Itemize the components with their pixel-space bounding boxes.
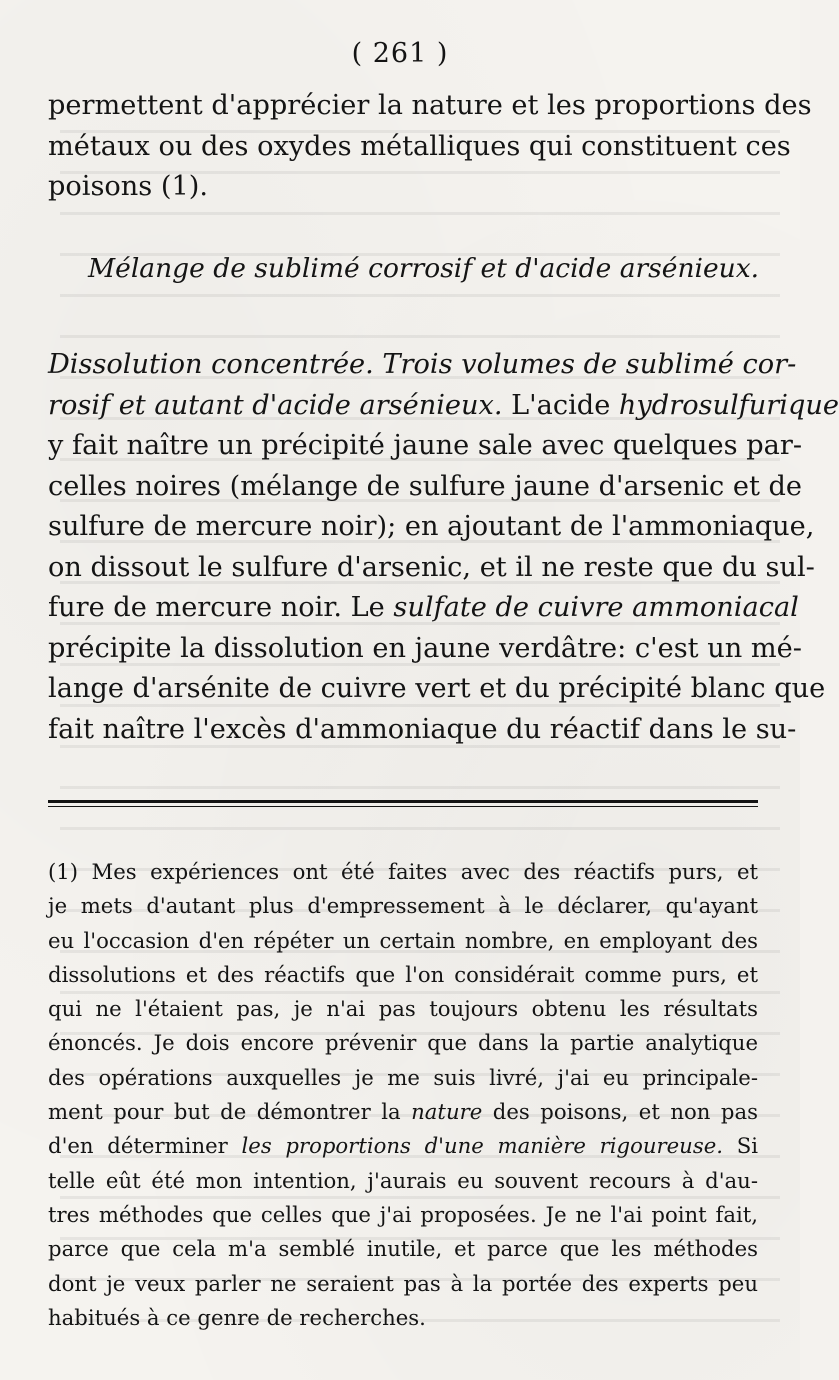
- intro-line: métaux ou des oxydes métalliques qui constituent ces: [48, 130, 791, 162]
- paragraph-line: [48, 669, 826, 710]
- intro-line: poisons (1).: [48, 171, 209, 202]
- footnote-line: [48, 1095, 758, 1129]
- paragraph-line: [48, 386, 839, 427]
- italic-text: les proportions d'une manière rigoureuse.: [241, 1133, 723, 1159]
- section-title: Mélange de sublimé corrosif et d'acide arsénieux.: [88, 253, 760, 284]
- footnote-rule: [48, 800, 758, 803]
- footnote-line: [48, 1026, 758, 1060]
- text-run: L'acide: [502, 389, 619, 421]
- footnote-line: [48, 1164, 758, 1198]
- footnote-line: [48, 855, 758, 889]
- text-run: dont je veux parler ne seraient pas à la portée des experts peu: [48, 1270, 758, 1296]
- text-run: (1) Mes expériences ont été faites avec des réactifs purs, et: [48, 859, 758, 884]
- text-run: parce que cela m'a semblé inutile, et parce que les méthodes: [48, 1236, 758, 1262]
- text-run: tres méthodes que celles que j'ai proposées. Je ne l'ai point fait,: [48, 1201, 758, 1227]
- paragraph-line: [48, 345, 797, 386]
- footnote-line: [48, 889, 758, 923]
- text-run: on dissout le sulfure d'arsenic, et il ne reste que du sul-: [48, 551, 815, 583]
- text-run: habitués à ce genre de recherches.: [48, 1304, 426, 1330]
- text-run: sulfure de mercure noir); en ajoutant de l'ammoniaque,: [48, 511, 815, 542]
- paragraph-line: [48, 710, 797, 751]
- footnote-line: [48, 1129, 758, 1163]
- italic-text: nature: [411, 1099, 483, 1125]
- text-run: je mets d'autant plus d'empressement à le déclarer, qu'ayant: [48, 893, 758, 919]
- text-run: des opérations auxquelles je me suis livré, j'ai eu principale-: [48, 1064, 758, 1090]
- text-run: celles noires (mélange de sulfure jaune d'arsenic et de: [48, 470, 803, 502]
- text-run: y fait naître un précipité jaune sale avec quelques par-: [48, 430, 803, 461]
- footnote-line: [48, 1301, 758, 1335]
- footnote-line: [48, 958, 758, 992]
- footnote: [48, 855, 758, 1335]
- paragraph: [48, 345, 839, 750]
- text-run: énoncés. Je dois encore prévenir que dans la partie analytique: [48, 1030, 758, 1056]
- text-run: eu l'occasion d'en répéter un certain nombre, en employant des: [48, 927, 758, 953]
- italic-text: Dissolution concentrée. Trois volumes de sublimé cor-: [48, 349, 797, 380]
- text-run: des poisons, et non pas: [482, 1099, 758, 1125]
- text-run: telle eût été mon intention, j'aurais eu souvent recours à d'au-: [48, 1167, 758, 1193]
- paragraph-line: [48, 507, 815, 548]
- footnote-line: [48, 1232, 758, 1266]
- paragraph-line: [48, 588, 799, 629]
- paragraph-line: [48, 548, 815, 589]
- footnote-line: [48, 1061, 758, 1095]
- paragraph-line: [48, 426, 803, 467]
- paragraph-line: [48, 629, 802, 670]
- intro-text: [48, 86, 812, 208]
- text-run: fait naître l'excès d'ammoniaque du réactif dans le su-: [48, 713, 797, 745]
- footnote-line: [48, 1198, 758, 1232]
- paragraph-line: [48, 467, 803, 508]
- footnote-line: [48, 924, 758, 958]
- text-run: fure de mercure noir. Le: [48, 592, 394, 623]
- text-run: ment pour but de démontrer la: [48, 1099, 412, 1125]
- text-run: qui ne l'étaient pas, je n'ai pas toujours obtenu les résultats: [48, 996, 758, 1022]
- text-run: précipite la dissolution en jaune verdâtre: c'est un mé-: [48, 632, 802, 664]
- footnote-line: [48, 1267, 758, 1301]
- italic-text: sulfate de cuivre ammoniacal: [393, 592, 799, 623]
- page-number: ( 261 ): [351, 38, 449, 69]
- text-run: d'en déterminer: [48, 1133, 242, 1159]
- footnote-line: [48, 992, 758, 1026]
- italic-text: hydrosulfurique: [618, 389, 839, 421]
- intro-line: permettent d'apprécier la nature et les proportions des: [48, 90, 812, 121]
- italic-text: rosif et autant d'acide arsénieux.: [48, 389, 503, 421]
- text-run: Si: [722, 1133, 758, 1159]
- footnote-rule-thin: [48, 806, 758, 807]
- text-run: lange d'arsénite de cuivre vert et du précipité blanc que: [48, 673, 826, 704]
- text-run: dissolutions et des réactifs que l'on considérait comme purs, et: [48, 961, 758, 987]
